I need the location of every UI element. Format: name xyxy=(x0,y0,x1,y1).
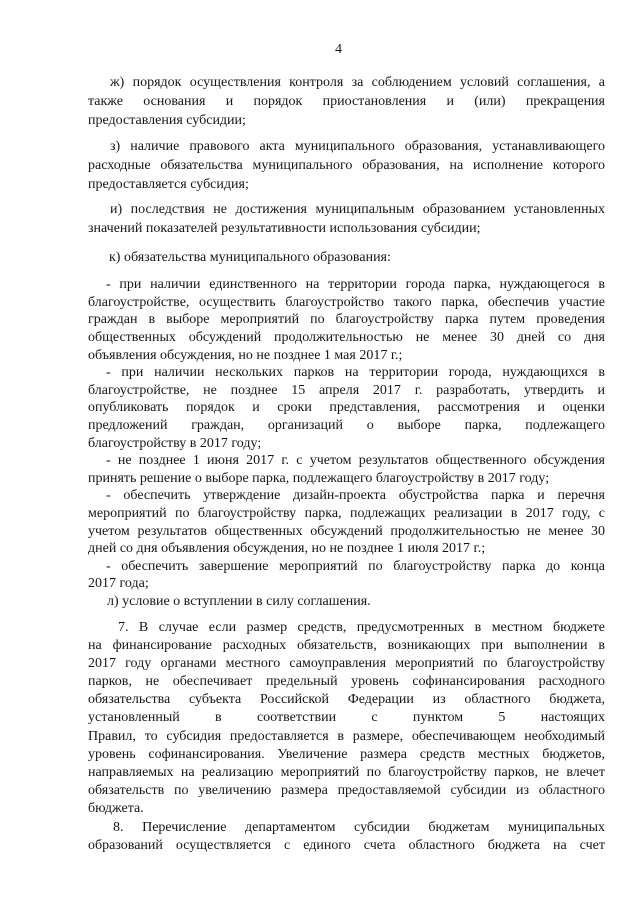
text-line: благоустройстве, не позднее 15 апреля 2017 г. разработать, утвердить и xyxy=(88,382,605,398)
text-line: обязательства субъекта Российской Федерации из областного бюджета, xyxy=(88,692,605,708)
text-line: граждан в выборе мероприятий по благоустройству парка путем проведения xyxy=(88,312,605,328)
text-line: 8. Перечисление департаментом субсидии бюджетам муниципальных xyxy=(113,820,605,835)
text-line: - при наличии единственного на территории города парка, нуждающегося в xyxy=(106,277,605,293)
clause-i xyxy=(88,200,605,238)
text-line: опубликовать порядок и сроки представления, рассмотрения и оценки xyxy=(88,400,605,416)
obligation-bullet-2 xyxy=(88,364,605,452)
text-line: мероприятий по благоустройству парка, подлежащих реализации в 2017 году, с xyxy=(88,505,605,521)
text-line: - обеспечить утверждение дизайн-проекта обустройства парка и перечня xyxy=(106,488,605,504)
text-line: уровень софинансирования. Увеличение размера средств местных бюджетов, xyxy=(88,746,605,762)
paragraph-7 xyxy=(88,619,605,818)
obligation-bullet-3 xyxy=(88,452,605,487)
text-line: образований осуществляется с единого счета областного бюджета на счет xyxy=(88,838,605,853)
text-line: 2017 года; xyxy=(88,576,149,592)
clause-k xyxy=(88,248,605,267)
text-line: дней со дня объявления обсуждения, но не позднее 1 июля 2017 г.; xyxy=(88,541,486,557)
obligation-bullet-1 xyxy=(88,276,605,364)
text-line: также основания и порядок приостановления и (или) прекращения xyxy=(88,93,605,109)
text-line: благоустройству в 2017 году; xyxy=(88,435,262,451)
text-line: - не позднее 1 июня 2017 г. с учетом результатов общественного обсуждения xyxy=(106,453,605,469)
text-line: 7. В случае если размер средств, предусмотренных в местном бюджете xyxy=(118,620,605,635)
text-line: обязательств по увеличению размера предоставляемой субсидии из областного xyxy=(88,782,605,798)
clause-l xyxy=(88,593,605,611)
text-line: л) условие о вступлении в силу соглашения. xyxy=(107,594,371,609)
text-line: парков, не обеспечивает предельный уровень софинансирования расходного xyxy=(88,674,605,690)
text-line: и) последствия не достижения муниципальным образованием установленных xyxy=(110,201,605,217)
text-line: ж) порядок осуществления контроля за соблюдением условий соглашения, а xyxy=(110,74,605,90)
text-line: - обеспечить завершение мероприятий по благоустройству парка до конца xyxy=(106,558,605,574)
text-line: бюджета. xyxy=(88,800,144,816)
text-line: благоустройстве, осуществить благоустройство такого парка, обеспечив участие xyxy=(88,294,605,310)
text-line: принять решение о выборе парка, подлежащего благоустройству в 2017 году; xyxy=(88,470,550,486)
obligation-bullet-4 xyxy=(88,487,605,557)
text-line: Правил, то субсидия предоставляется в размере, обеспечивающем необходимый xyxy=(88,728,605,744)
text-line: к) обязательства муниципального образования: xyxy=(109,249,391,265)
text-line: учетом результатов общественных обсуждений продолжительностью не менее 30 xyxy=(88,523,605,539)
obligation-bullet-5 xyxy=(88,558,605,593)
text-line: направляемых на реализацию мероприятий по благоустройству парков, не влечет xyxy=(88,764,605,780)
text-line: на финансирование расходных обязательств, возникающих при выполнении в xyxy=(88,638,605,654)
text-line: з) наличие правового акта муниципального образования, устанавливающего xyxy=(110,138,605,154)
page-number: 4 xyxy=(335,42,342,57)
clause-zh xyxy=(88,73,605,130)
text-line: значений показателей результативности использования субсидии; xyxy=(88,220,481,236)
text-line: объявления обсуждения, но не позднее 1 мая 2017 г.; xyxy=(88,347,403,363)
text-line: расходные обязательства муниципального образования, на исполнение которого xyxy=(88,157,605,173)
clause-z xyxy=(88,137,605,194)
text-line: 2017 году органами местного самоуправления мероприятий по благоустройству xyxy=(88,656,605,672)
text-line: - при наличии нескольких парков на территории города, нуждающихся в xyxy=(106,365,605,381)
text-line: общественных обсуждений продолжительностью не менее 30 дней со дня xyxy=(88,329,605,345)
text-line: предоставления субсидии; xyxy=(88,112,246,128)
paragraph-8 xyxy=(88,819,605,855)
text-line: предоставляется субсидия; xyxy=(88,176,249,192)
text-line: установленный в соответствии с пунктом 5 настоящих xyxy=(88,710,605,726)
text-line: предложений граждан, организаций о выборе парка, подлежащего xyxy=(88,417,605,433)
